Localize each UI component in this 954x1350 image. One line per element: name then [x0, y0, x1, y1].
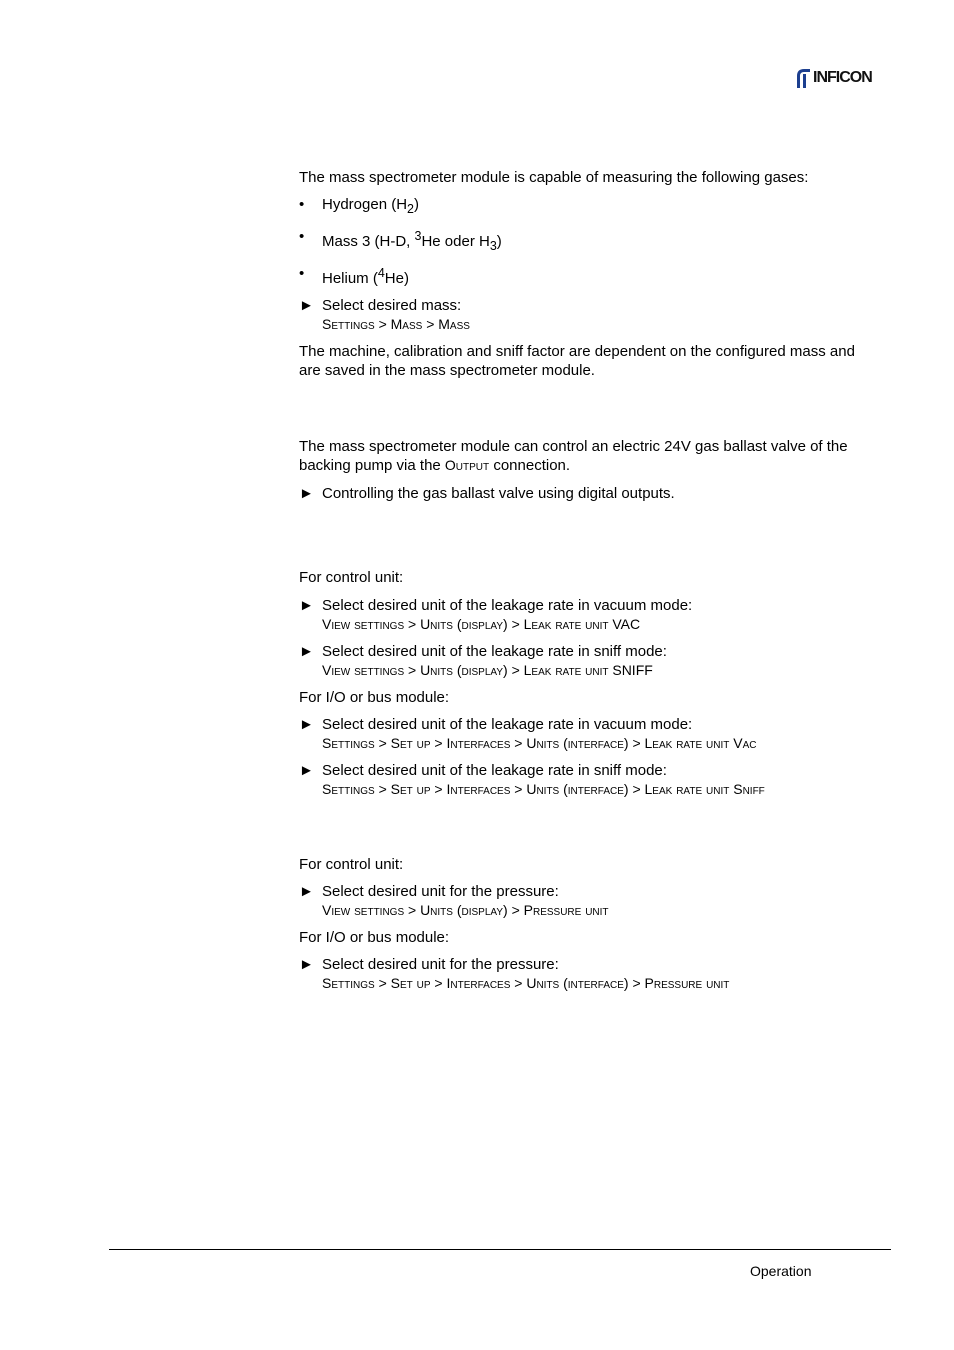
step-text: Select desired unit for the pressure: [322, 956, 559, 973]
bullet-marker: • [299, 228, 305, 245]
mass-intro: The mass spectrometer module is capable of measuring the following gases: [299, 169, 809, 186]
gas-list-item: • Mass 3 (H-D, $^3$He oder $H_3$) [299, 228, 502, 253]
arrow-marker-icon: ► [299, 597, 314, 614]
page-content [299, 168, 895, 993]
instruction-step [299, 955, 895, 993]
gas-list-item: • Hydrogen $(H_2)$ [299, 196, 419, 216]
menu-path: View settings > Units (display) > Leak rate unit VAC [322, 616, 641, 632]
ballast-description: The mass spectrometer module can control an electric 24V gas ballast valve of the backing pump via the Output connection. [299, 438, 848, 474]
control-unit-label: For control unit: [299, 569, 404, 586]
instruction-step [299, 715, 895, 753]
menu-path: Settings > Set up > Interfaces > Units (interface) > Leak rate unit Vac [322, 735, 757, 751]
gas-list-item: • Helium ($^4$He) [299, 265, 409, 287]
arrow-marker-icon: ► [299, 297, 314, 314]
mass-note: The machine, calibration and sniff factor are dependent on the configured mass and are saved in the mass spectrometer module. [299, 343, 855, 379]
instruction-step [299, 642, 895, 680]
instruction-step [299, 296, 895, 334]
menu-path: Settings > Mass > Mass [322, 316, 470, 332]
step-text: Select desired unit of the leakage rate in sniff mode: [322, 762, 667, 779]
footer-section-name: Operation [750, 1263, 812, 1279]
menu-path: Settings > Set up > Interfaces > Units (interface) > Leak rate unit Sniff [322, 781, 765, 797]
control-unit-label: For control unit: [299, 856, 404, 873]
io-module-label: For I/O or bus module: [299, 689, 450, 706]
logo-text: INFICON [813, 69, 872, 86]
footer-divider [109, 1249, 891, 1250]
instruction-step [299, 596, 895, 634]
arrow-marker-icon: ► [299, 762, 314, 779]
step-text: Select desired mass: [322, 297, 462, 314]
arrow-marker-icon: ► [299, 485, 314, 502]
step-text: Select desired unit of the leakage rate in sniff mode: [322, 643, 667, 660]
step-text: Controlling the gas ballast valve using digital outputs. [322, 485, 675, 502]
bullet-marker: • [299, 265, 305, 282]
arrow-marker-icon: ► [299, 956, 314, 973]
menu-path: Settings > Set up > Interfaces > Units (interface) > Pressure unit [322, 975, 730, 991]
step-text: Select desired unit for the pressure: [322, 883, 559, 900]
menu-path: View settings > Units (display) > Leak rate unit SNIFF [322, 662, 653, 678]
bullet-marker: • [299, 196, 305, 213]
menu-path: View settings > Units (display) > Pressure unit [322, 902, 609, 918]
inficon-logo-mark-icon [794, 67, 812, 89]
step-text: Select desired unit of the leakage rate in vacuum mode: [322, 716, 693, 733]
arrow-marker-icon: ► [299, 883, 314, 900]
step-text: Select desired unit of the leakage rate in vacuum mode: [322, 597, 693, 614]
arrow-marker-icon: ► [299, 643, 314, 660]
arrow-marker-icon: ► [299, 716, 314, 733]
instruction-step [299, 882, 895, 920]
instruction-step [299, 761, 895, 799]
io-module-label: For I/O or bus module: [299, 929, 450, 946]
instruction-step [299, 484, 895, 503]
inficon-logo [794, 67, 894, 89]
